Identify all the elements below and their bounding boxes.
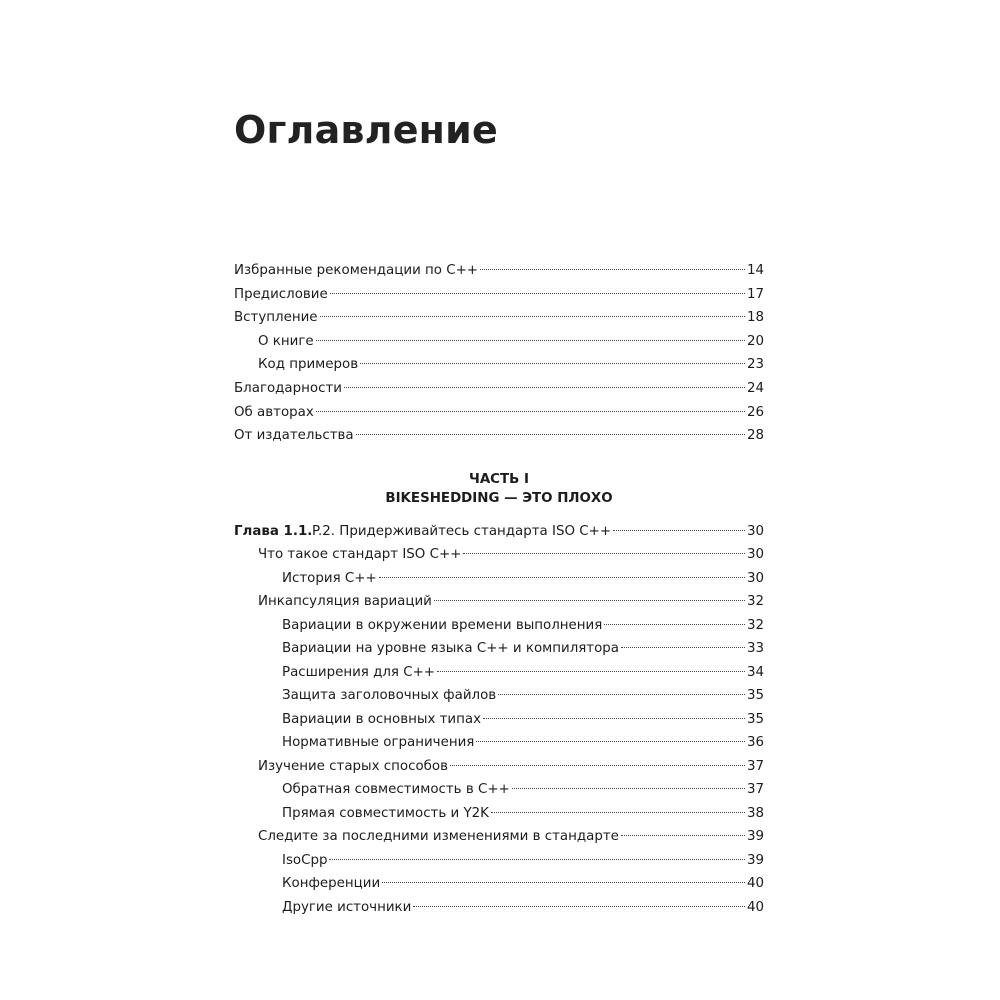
toc-leader-dots <box>320 316 745 317</box>
toc-leader-dots <box>344 387 745 388</box>
toc-entry-label: Нормативные ограничения <box>282 735 475 751</box>
toc-entry[interactable] <box>234 259 764 283</box>
toc-leader-dots <box>330 293 745 294</box>
toc-subsection-entry[interactable] <box>234 684 764 707</box>
toc-entry-page: 40 <box>746 876 764 892</box>
toc-entry-page: 24 <box>746 380 764 396</box>
toc-entry-page: 30 <box>746 547 764 563</box>
toc-entry-label: Вступление <box>234 310 318 326</box>
toc-entry-label: Вариации на уровне языка C++ и компилятора <box>282 641 620 657</box>
toc-section-entry[interactable] <box>234 825 764 848</box>
toc-entry-label: Следите за последними изменениями в стандарте <box>258 829 619 845</box>
toc-leader-dots <box>621 647 745 648</box>
toc-subsection-entry[interactable] <box>234 849 764 872</box>
toc-leader-dots <box>450 765 745 766</box>
toc-entry-page: 17 <box>746 286 764 302</box>
toc-subsection-entry[interactable] <box>234 637 764 660</box>
toc-front-matter <box>234 259 764 448</box>
toc-entry[interactable] <box>234 424 764 448</box>
toc-entry[interactable] <box>234 377 764 401</box>
toc-subsection-entry[interactable] <box>234 614 764 637</box>
toc-entry-page: 37 <box>746 758 764 774</box>
toc-leader-dots <box>413 906 745 907</box>
toc-entry-label: Предисловие <box>234 286 328 302</box>
toc-entry-label: Прямая совместимость и Y2K <box>282 805 489 821</box>
toc-entry-page: 37 <box>746 782 764 798</box>
toc-entry-page: 35 <box>746 711 764 727</box>
toc-leader-dots <box>491 812 745 813</box>
toc-leader-dots <box>316 411 745 412</box>
toc-leader-dots <box>476 741 745 742</box>
toc-subentry[interactable] <box>234 330 764 354</box>
toc-entry-page: 32 <box>746 617 764 633</box>
toc-subsection-entry[interactable] <box>234 731 764 754</box>
toc-entry-label: Что такое стандарт ISO C++ <box>258 547 462 563</box>
toc-subsection-entry[interactable] <box>234 896 764 919</box>
toc-entry-label: О книге <box>258 333 314 349</box>
toc-entry-page: 38 <box>746 805 764 821</box>
toc-entry-page: 20 <box>746 333 764 349</box>
toc-subsection-entry[interactable] <box>234 708 764 731</box>
toc-leader-dots <box>379 577 745 578</box>
toc-leader-dots <box>463 553 745 554</box>
toc-entry-page: 23 <box>746 357 764 373</box>
toc-chapter-entry[interactable] <box>234 520 764 543</box>
toc-entry-page: 36 <box>746 735 764 751</box>
part-heading <box>234 470 764 508</box>
toc-entry-label: Изучение старых способов <box>258 758 448 774</box>
toc-entry-label: IsoCpp <box>282 852 328 868</box>
toc-subsection-entry[interactable] <box>234 872 764 895</box>
toc-subentry[interactable] <box>234 353 764 377</box>
toc-entry-page: 14 <box>746 263 764 278</box>
part-number: ЧАСТЬ I <box>469 472 529 487</box>
toc-entry-label: Инкапсуляция вариаций <box>258 594 432 610</box>
toc-leader-dots <box>498 694 745 695</box>
toc-leader-dots <box>434 600 745 601</box>
toc-leader-dots <box>437 671 745 672</box>
toc-entry-label: Благодарности <box>234 380 342 396</box>
toc-subsection-entry[interactable] <box>234 802 764 825</box>
toc-leader-dots <box>604 624 745 625</box>
toc-leader-dots <box>613 530 745 531</box>
toc-entry-page: 30 <box>746 524 764 539</box>
toc-entry-page: 26 <box>746 404 764 420</box>
toc-entry-label: Обратная совместимость в C++ <box>282 782 510 798</box>
page-title: Оглавление <box>234 108 498 152</box>
toc-entry-label: Другие источники <box>282 899 412 915</box>
toc-entry-label: Вариации в основных типах <box>282 711 482 727</box>
toc-entry-label: Расширения для C++ <box>282 664 436 680</box>
toc-entry-page: 30 <box>746 570 764 586</box>
chapter-title: P.2. Придерживайтесь стандарта ISO C++ <box>312 524 612 539</box>
toc-entry-page: 40 <box>746 899 764 915</box>
toc-leader-dots <box>360 363 745 364</box>
toc-entry-page: 34 <box>746 664 764 680</box>
toc-entry-page: 18 <box>746 310 764 326</box>
toc-leader-dots <box>621 835 745 836</box>
toc-entry-label: Конференции <box>282 876 381 892</box>
toc-leader-dots <box>512 788 745 789</box>
toc-entry-label: Код примеров <box>258 357 359 373</box>
toc-entry[interactable] <box>234 306 764 330</box>
toc-entry-label: Защита заголовочных файлов <box>282 688 497 704</box>
toc-leader-dots <box>356 434 745 435</box>
toc-entry-label: Избранные рекомендации по С++ <box>234 263 479 278</box>
toc-entry-page: 33 <box>746 641 764 657</box>
toc-entry[interactable] <box>234 401 764 425</box>
toc-leader-dots <box>480 269 745 270</box>
toc-chapter-label <box>234 520 611 543</box>
toc-subsection-entry[interactable] <box>234 778 764 801</box>
toc-section-entry[interactable] <box>234 543 764 566</box>
toc-entry-label: От издательства <box>234 428 354 444</box>
toc-entry-label: История C++ <box>282 570 377 586</box>
toc-entry-page: 39 <box>746 829 764 845</box>
toc-leader-dots <box>329 859 744 860</box>
toc-leader-dots <box>483 718 745 719</box>
toc-section-entry[interactable] <box>234 755 764 778</box>
toc-entry-label: Вариации в окружении времени выполнения <box>282 617 603 633</box>
part-title: BIKESHEDDING — ЭТО ПЛОХО <box>385 491 613 506</box>
toc-entry-page: 28 <box>746 428 764 444</box>
toc-entry[interactable] <box>234 283 764 307</box>
toc-subsection-entry[interactable] <box>234 661 764 684</box>
toc-subsection-entry[interactable] <box>234 567 764 590</box>
toc-entry-page: 39 <box>746 852 764 868</box>
toc-section-entry[interactable] <box>234 590 764 613</box>
toc-chapter-1-1 <box>234 520 764 919</box>
toc-entry-page: 32 <box>746 594 764 610</box>
toc-leader-dots <box>316 340 745 341</box>
toc-entry-label: Об авторах <box>234 404 314 420</box>
toc-entry-page: 35 <box>746 688 764 704</box>
chapter-number: Глава 1.1. <box>234 524 313 539</box>
toc-leader-dots <box>382 882 745 883</box>
